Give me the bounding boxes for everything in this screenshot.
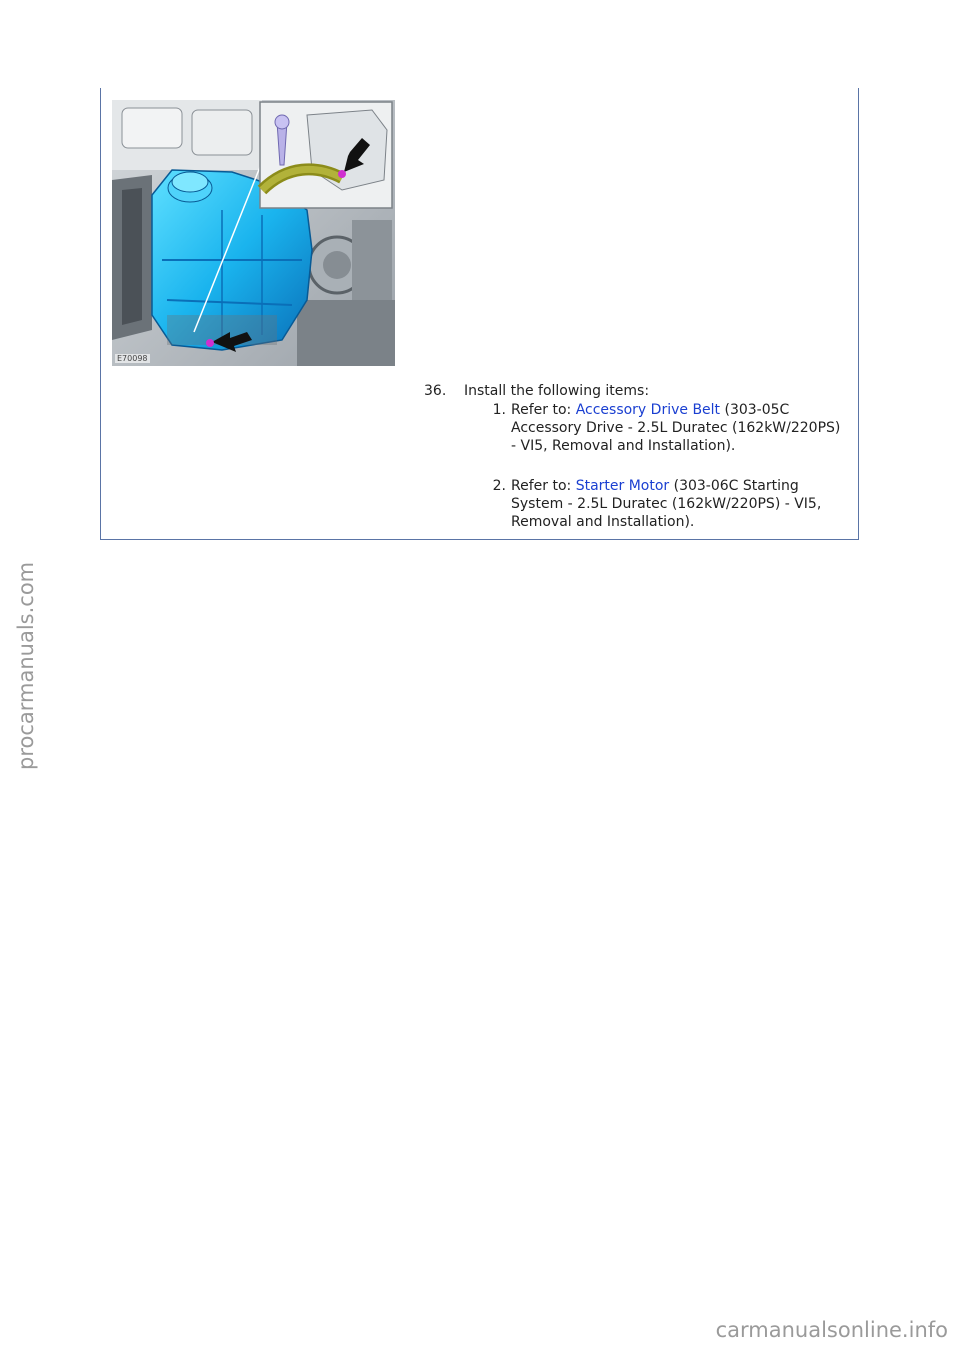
list-item-text <box>511 477 846 531</box>
coolant-expansion-tank-figure <box>112 100 395 366</box>
step-text: Install the following items: <box>464 383 650 399</box>
step-number: 36. <box>424 383 447 399</box>
refer-to-label: Refer to: <box>511 478 576 494</box>
list-item-number: 2. <box>492 478 506 494</box>
side-watermark: procarmanuals.com <box>14 561 38 770</box>
list-item-text <box>511 401 846 455</box>
list-item-number: 1. <box>492 402 506 418</box>
refer-to-label: Refer to: <box>511 402 576 418</box>
accessory-drive-belt-link[interactable]: Accessory Drive Belt <box>575 402 721 418</box>
reference-detail: (303-06C Starting System - 2.5L Duratec (162kW/220PS) - VI5, Removal and Installation). <box>511 478 822 530</box>
bottom-watermark: carmanualsonline.info <box>715 1318 948 1342</box>
starter-motor-link[interactable]: Starter Motor <box>575 478 670 494</box>
figure-code-label: E70098 <box>117 354 148 363</box>
figure-illustration <box>112 100 395 366</box>
reference-detail: (303-05C Accessory Drive - 2.5L Duratec (162kW/220PS) - VI5, Removal and Installation). <box>511 402 841 454</box>
